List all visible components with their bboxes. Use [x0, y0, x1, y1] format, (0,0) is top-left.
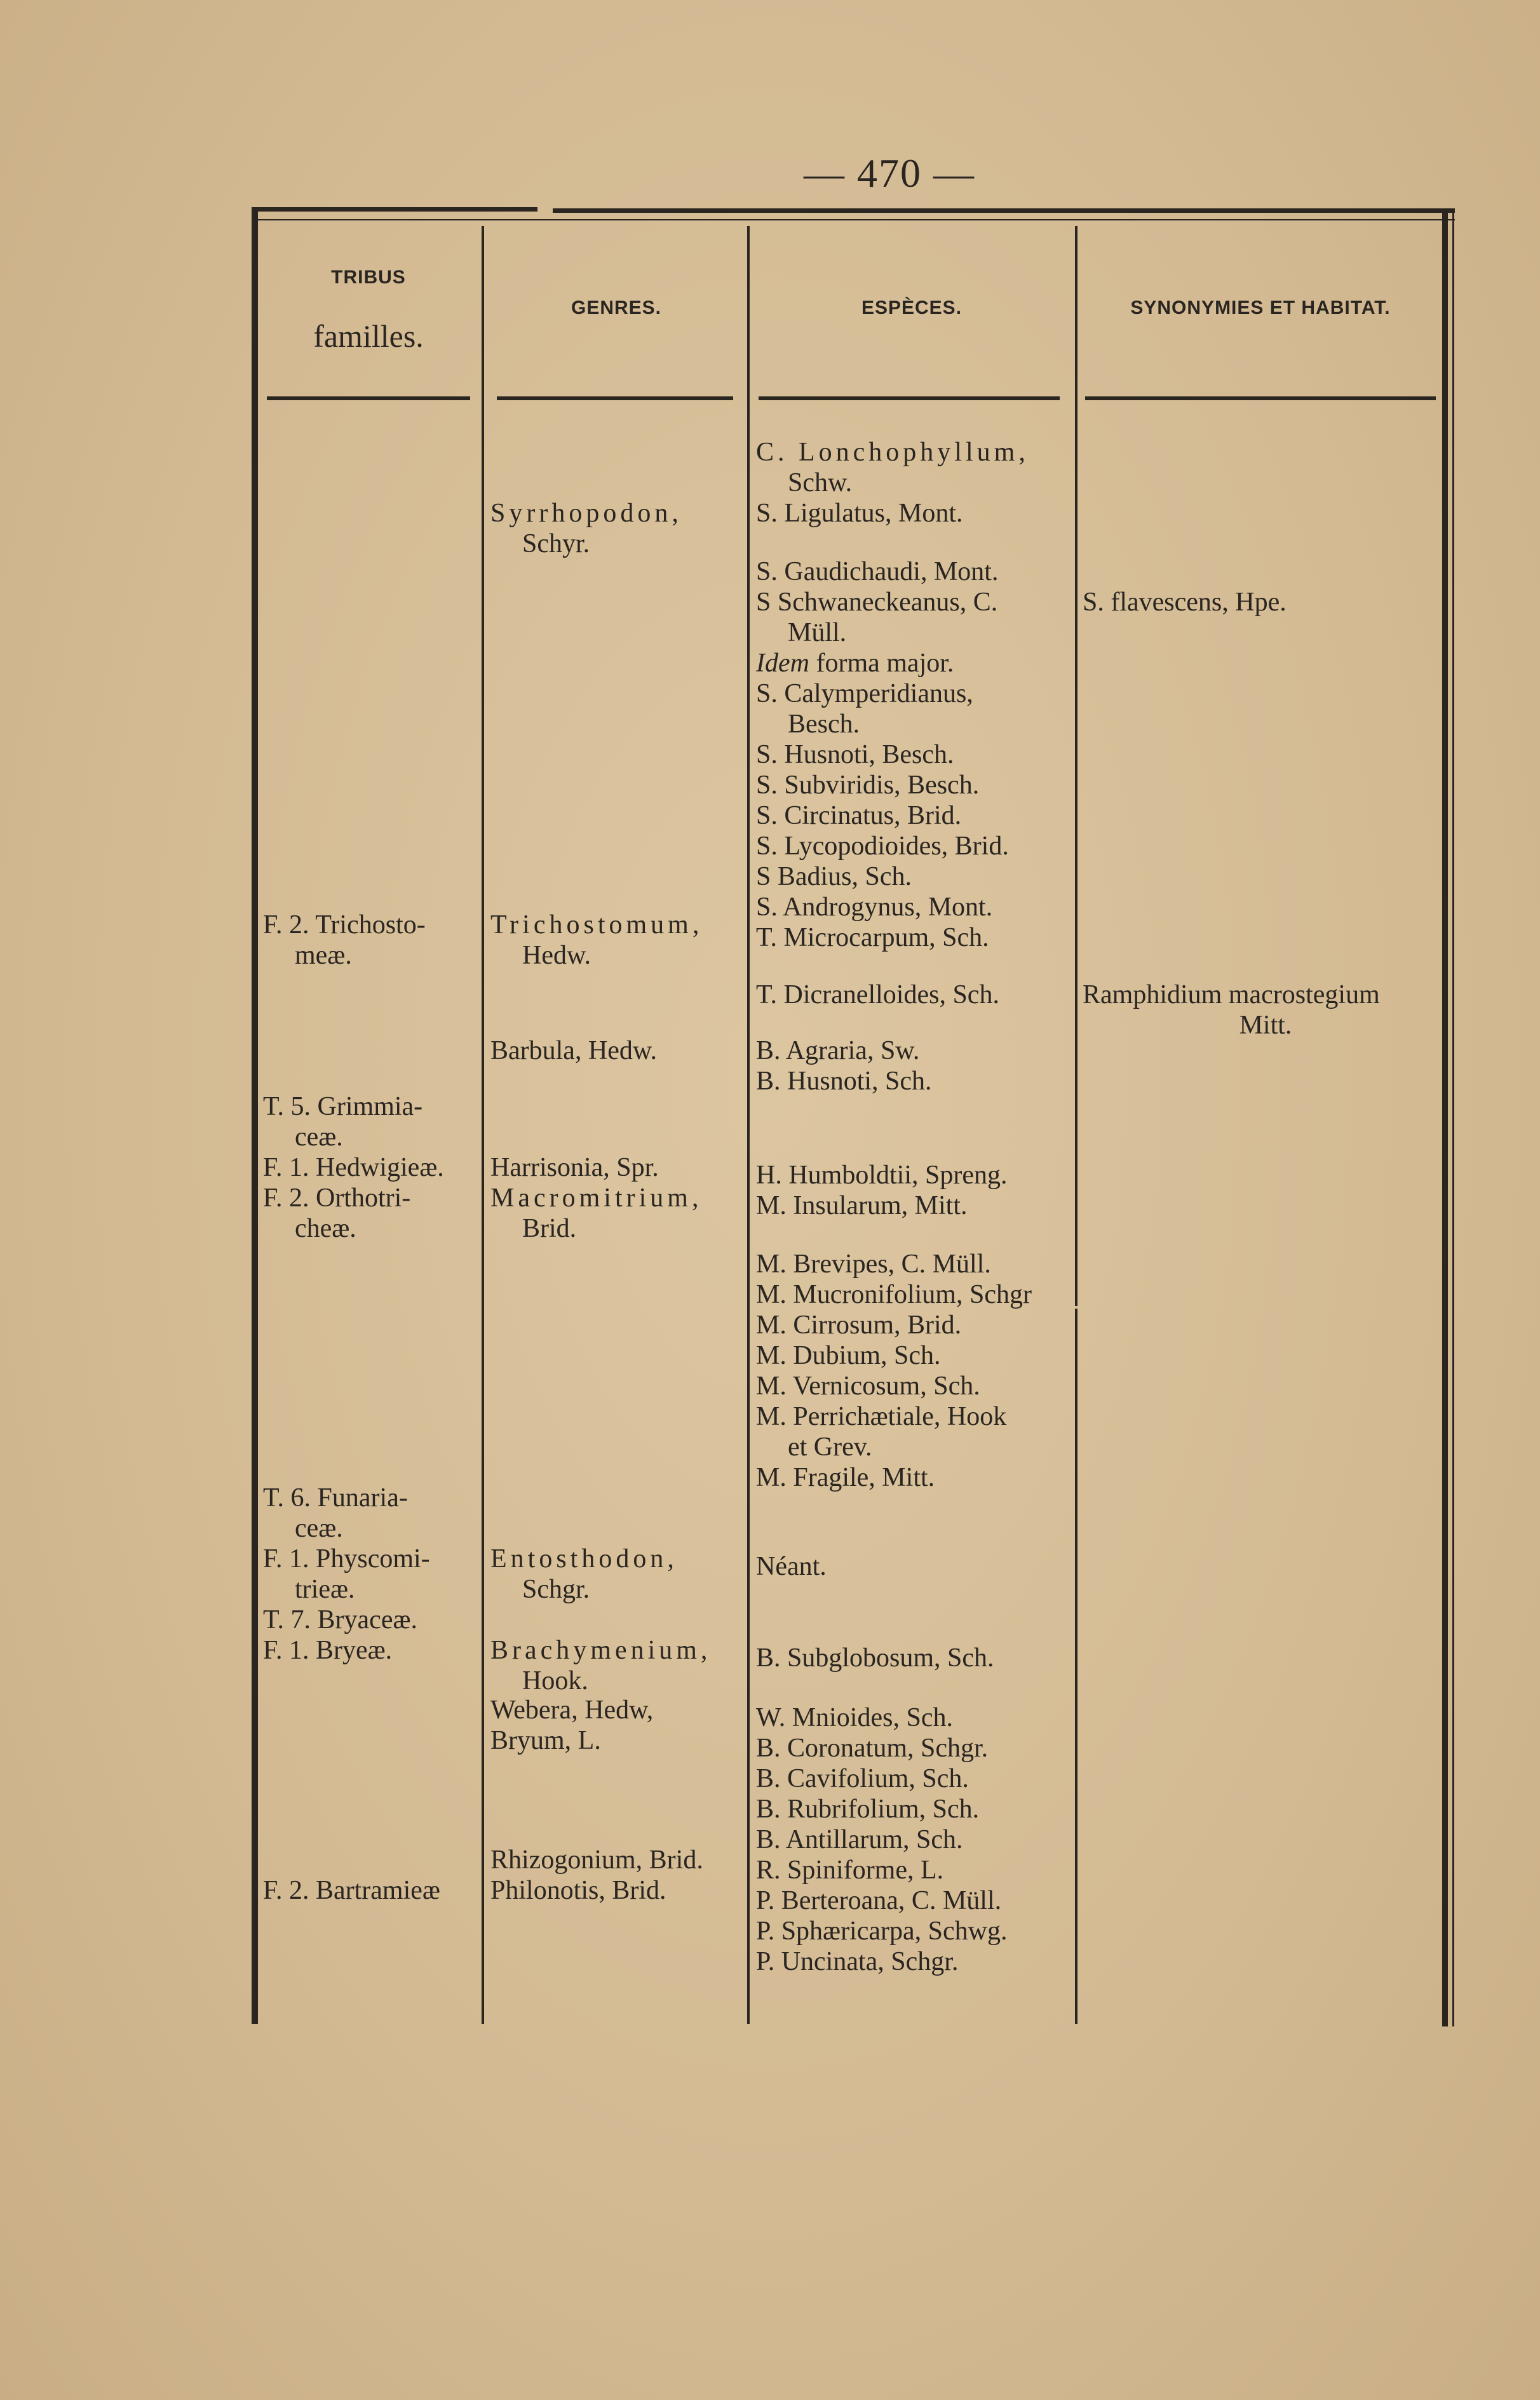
espece-entry	[756, 1916, 1074, 1946]
header-especes: ESPÈCES.	[861, 297, 962, 318]
entry-line: B. Subglobosum, Sch.	[756, 1643, 994, 1673]
header-rule-4	[1085, 396, 1436, 400]
header-rule-1	[267, 396, 470, 400]
entry-continuation: Besch.	[788, 710, 860, 739]
entry-line: S Badius, Sch.	[756, 862, 912, 891]
entry-line: F. 1. Physcomi-	[263, 1544, 430, 1574]
entry-continuation: Hedw.	[522, 941, 591, 970]
entry-line: Ramphidium macrostegium	[1083, 980, 1380, 1009]
entry-line: B. Coronatum, Schgr.	[756, 1734, 989, 1763]
top-rule-right	[553, 208, 1455, 213]
entry-line: Harrisonia, Spr.	[490, 1153, 659, 1182]
tribus-entry	[263, 1605, 479, 1635]
entry-line: R. Spiniforme, L.	[756, 1856, 944, 1885]
entry-continuation: cheæ.	[295, 1214, 356, 1243]
espece-entry	[756, 1279, 1074, 1310]
entry-line: M. Cirrosum, Brid.	[756, 1311, 962, 1340]
header-familles: familles.	[313, 318, 424, 354]
entry-line: S Schwaneckeanus, C.	[756, 588, 998, 617]
col-divider-3b	[1075, 1309, 1077, 2024]
tribus-entry	[263, 910, 479, 971]
entry-line: M. Vernicosum, Sch.	[756, 1372, 980, 1401]
espece-entry	[756, 739, 1074, 770]
genre-entry	[490, 1875, 745, 1906]
espece-entry	[756, 1249, 1074, 1279]
entry-continuation: Mitt.	[1239, 1011, 1292, 1040]
espece-entry	[756, 1733, 1074, 1763]
entry-line: M. Perrichætiale, Hook	[756, 1402, 1007, 1431]
left-border	[252, 207, 258, 2024]
header-genres: GENRES.	[571, 297, 662, 318]
page-number: — 470 —	[804, 151, 975, 196]
entry-line: F. 2. Trichosto-	[263, 910, 426, 940]
genre-entry	[490, 1695, 745, 1725]
entry-line: T. 7. Bryaceæ.	[263, 1605, 417, 1635]
genre-entry	[490, 1725, 745, 1756]
espece-entry	[756, 980, 1074, 1010]
italic-word: Idem	[756, 649, 809, 678]
espece-entry	[756, 1702, 1074, 1733]
espece-entry	[756, 1340, 1074, 1371]
entry-line: P. Uncinata, Schgr.	[756, 1947, 959, 1976]
tribus-entry	[263, 1483, 479, 1544]
entry-line: Bryum, L.	[490, 1726, 601, 1755]
entry-line: Idem forma major.	[756, 649, 954, 678]
tribus-entry	[263, 1183, 479, 1244]
entry-continuation: Brid.	[522, 1214, 577, 1243]
espece-entry	[756, 1462, 1074, 1493]
entry-line: Philonotis, Brid.	[490, 1876, 666, 1905]
entry-line: S. flavescens, Hpe.	[1083, 588, 1287, 617]
right-border	[1442, 210, 1448, 2026]
synonymie-entry	[1083, 587, 1449, 617]
entry-line: P. Berteroana, C. Müll.	[756, 1886, 1002, 1915]
entry-line: M. Brevipes, C. Müll.	[756, 1250, 991, 1279]
espece-entry	[756, 1035, 1074, 1066]
entry-line: F. 1. Bryeæ.	[263, 1636, 393, 1665]
entry-line: S. Ligulatus, Mont.	[756, 499, 963, 528]
entry-line: S. Circinatus, Brid.	[756, 801, 962, 830]
entry-line: T. Dicranelloides, Sch.	[756, 980, 999, 1009]
entry-line: Macromitrium,	[490, 1183, 703, 1213]
espece-entry	[756, 1855, 1074, 1885]
espece-entry	[756, 922, 1074, 953]
espece-entry	[756, 1824, 1074, 1855]
espece-entry	[756, 1066, 1074, 1096]
tribus-entry	[263, 1152, 479, 1183]
espece-entry	[756, 1885, 1074, 1916]
espece-entry	[756, 1794, 1074, 1824]
entry-line: S. Lycopodioides, Brid.	[756, 832, 1009, 861]
espece-entry	[756, 437, 1074, 498]
entry-continuation: Schgr.	[522, 1575, 590, 1604]
entry-line: M. Fragile, Mitt.	[756, 1463, 935, 1492]
espece-entry	[756, 1310, 1074, 1340]
tribus-entry	[263, 1875, 479, 1906]
espece-entry	[756, 1946, 1074, 1977]
entry-line: S. Calymperidianus,	[756, 679, 973, 708]
espece-entry	[756, 498, 1074, 529]
entry-line: Brachymenium,	[490, 1636, 712, 1665]
synonymie-entry	[1083, 980, 1449, 1041]
genre-entry	[490, 1152, 745, 1183]
tribus-entry	[263, 1091, 479, 1152]
entry-continuation: trieæ.	[295, 1575, 355, 1604]
espece-entry	[756, 648, 1074, 678]
entry-line: Barbula, Hedw.	[490, 1036, 658, 1065]
espece-entry	[756, 1643, 1074, 1673]
entry-line: B. Cavifolium, Sch.	[756, 1764, 969, 1793]
top-rule-thin	[252, 219, 1455, 220]
entry-line: B. Rubrifolium, Sch.	[756, 1795, 980, 1824]
entry-line: S. Subviridis, Besch.	[756, 771, 980, 800]
genre-entry	[490, 1845, 745, 1875]
entry-line: T. 6. Funaria-	[263, 1483, 408, 1513]
entry-line: Webera, Hedw,	[490, 1696, 654, 1725]
entry-line: Néant.	[756, 1552, 827, 1581]
entry-line: Syrrhopodon,	[490, 499, 682, 528]
entry-line: F. 2. Orthotri-	[263, 1183, 411, 1213]
espece-entry	[756, 1763, 1074, 1794]
espece-entry	[756, 1551, 1074, 1582]
tribus-entry	[263, 1635, 479, 1666]
genre-entry	[490, 498, 745, 559]
col-divider-3	[1075, 226, 1077, 1306]
header-rule-3	[759, 396, 1060, 400]
entry-continuation: Hook.	[522, 1666, 588, 1696]
espece-entry	[756, 1401, 1074, 1462]
header-tribus: TRIBUS	[331, 267, 406, 288]
entry-line: F. 2. Bartramieæ	[263, 1876, 440, 1905]
entry-line: T. Microcarpum, Sch.	[756, 923, 989, 952]
entry-line: S. Androgynus, Mont.	[756, 893, 993, 922]
genre-entry	[490, 1035, 745, 1066]
top-rule-left	[252, 207, 537, 212]
entry-line: M. Dubium, Sch.	[756, 1341, 941, 1370]
entry-continuation: Schw.	[788, 468, 853, 497]
espece-entry	[756, 556, 1074, 587]
genre-entry	[490, 1183, 745, 1244]
espece-entry	[756, 678, 1074, 739]
espece-entry	[756, 800, 1074, 831]
entry-line: M. Mucronifolium, Schgr	[756, 1280, 1032, 1309]
espece-entry	[756, 1190, 1074, 1221]
col-divider-2	[747, 226, 750, 2024]
entry-line: P. Sphæricarpa, Schwg.	[756, 1917, 1008, 1946]
espece-entry	[756, 831, 1074, 861]
entry-line: T. 5. Grimmia-	[263, 1092, 423, 1121]
entry-line: B. Husnoti, Sch.	[756, 1067, 932, 1096]
header-rule-2	[497, 396, 733, 400]
entry-continuation: Müll.	[788, 618, 847, 647]
right-border-outer	[1452, 210, 1454, 2026]
entry-line: Rhizogonium, Brid.	[490, 1845, 703, 1875]
entry-line: Entosthodon,	[490, 1544, 678, 1574]
entry-line: W. Mnioides, Sch.	[756, 1703, 953, 1732]
entry-continuation: meæ.	[295, 941, 352, 970]
entry-continuation: et Grev.	[788, 1433, 872, 1462]
entry-continuation: ceæ.	[295, 1122, 343, 1152]
entry-line: S. Husnoti, Besch.	[756, 740, 954, 769]
entry-line: H. Humboldtii, Spreng.	[756, 1161, 1008, 1190]
tribus-entry	[263, 1544, 479, 1605]
espece-entry	[756, 1371, 1074, 1401]
espece-entry	[756, 587, 1074, 648]
espece-entry	[756, 1160, 1074, 1190]
entry-line: S. Gaudichaudi, Mont.	[756, 557, 999, 586]
entry-line: C. Lonchophyllum,	[756, 438, 1029, 467]
col-divider-1	[482, 226, 484, 2024]
espece-entry	[756, 861, 1074, 892]
espece-entry	[756, 892, 1074, 922]
entry-line: B. Agraria, Sw.	[756, 1036, 920, 1065]
entry-line: F. 1. Hedwigieæ.	[263, 1153, 444, 1182]
genre-entry	[490, 910, 745, 971]
entry-line: B. Antillarum, Sch.	[756, 1825, 963, 1854]
genre-entry	[490, 1635, 745, 1696]
genre-entry	[490, 1544, 745, 1605]
entry-continuation: Schyr.	[522, 529, 590, 558]
espece-entry	[756, 770, 1074, 800]
entry-continuation: ceæ.	[295, 1514, 343, 1543]
header-synonymies: SYNONYMIES ET HABITAT.	[1130, 297, 1391, 318]
entry-line: Trichostomum,	[490, 910, 703, 940]
entry-line: M. Insularum, Mitt.	[756, 1191, 968, 1220]
